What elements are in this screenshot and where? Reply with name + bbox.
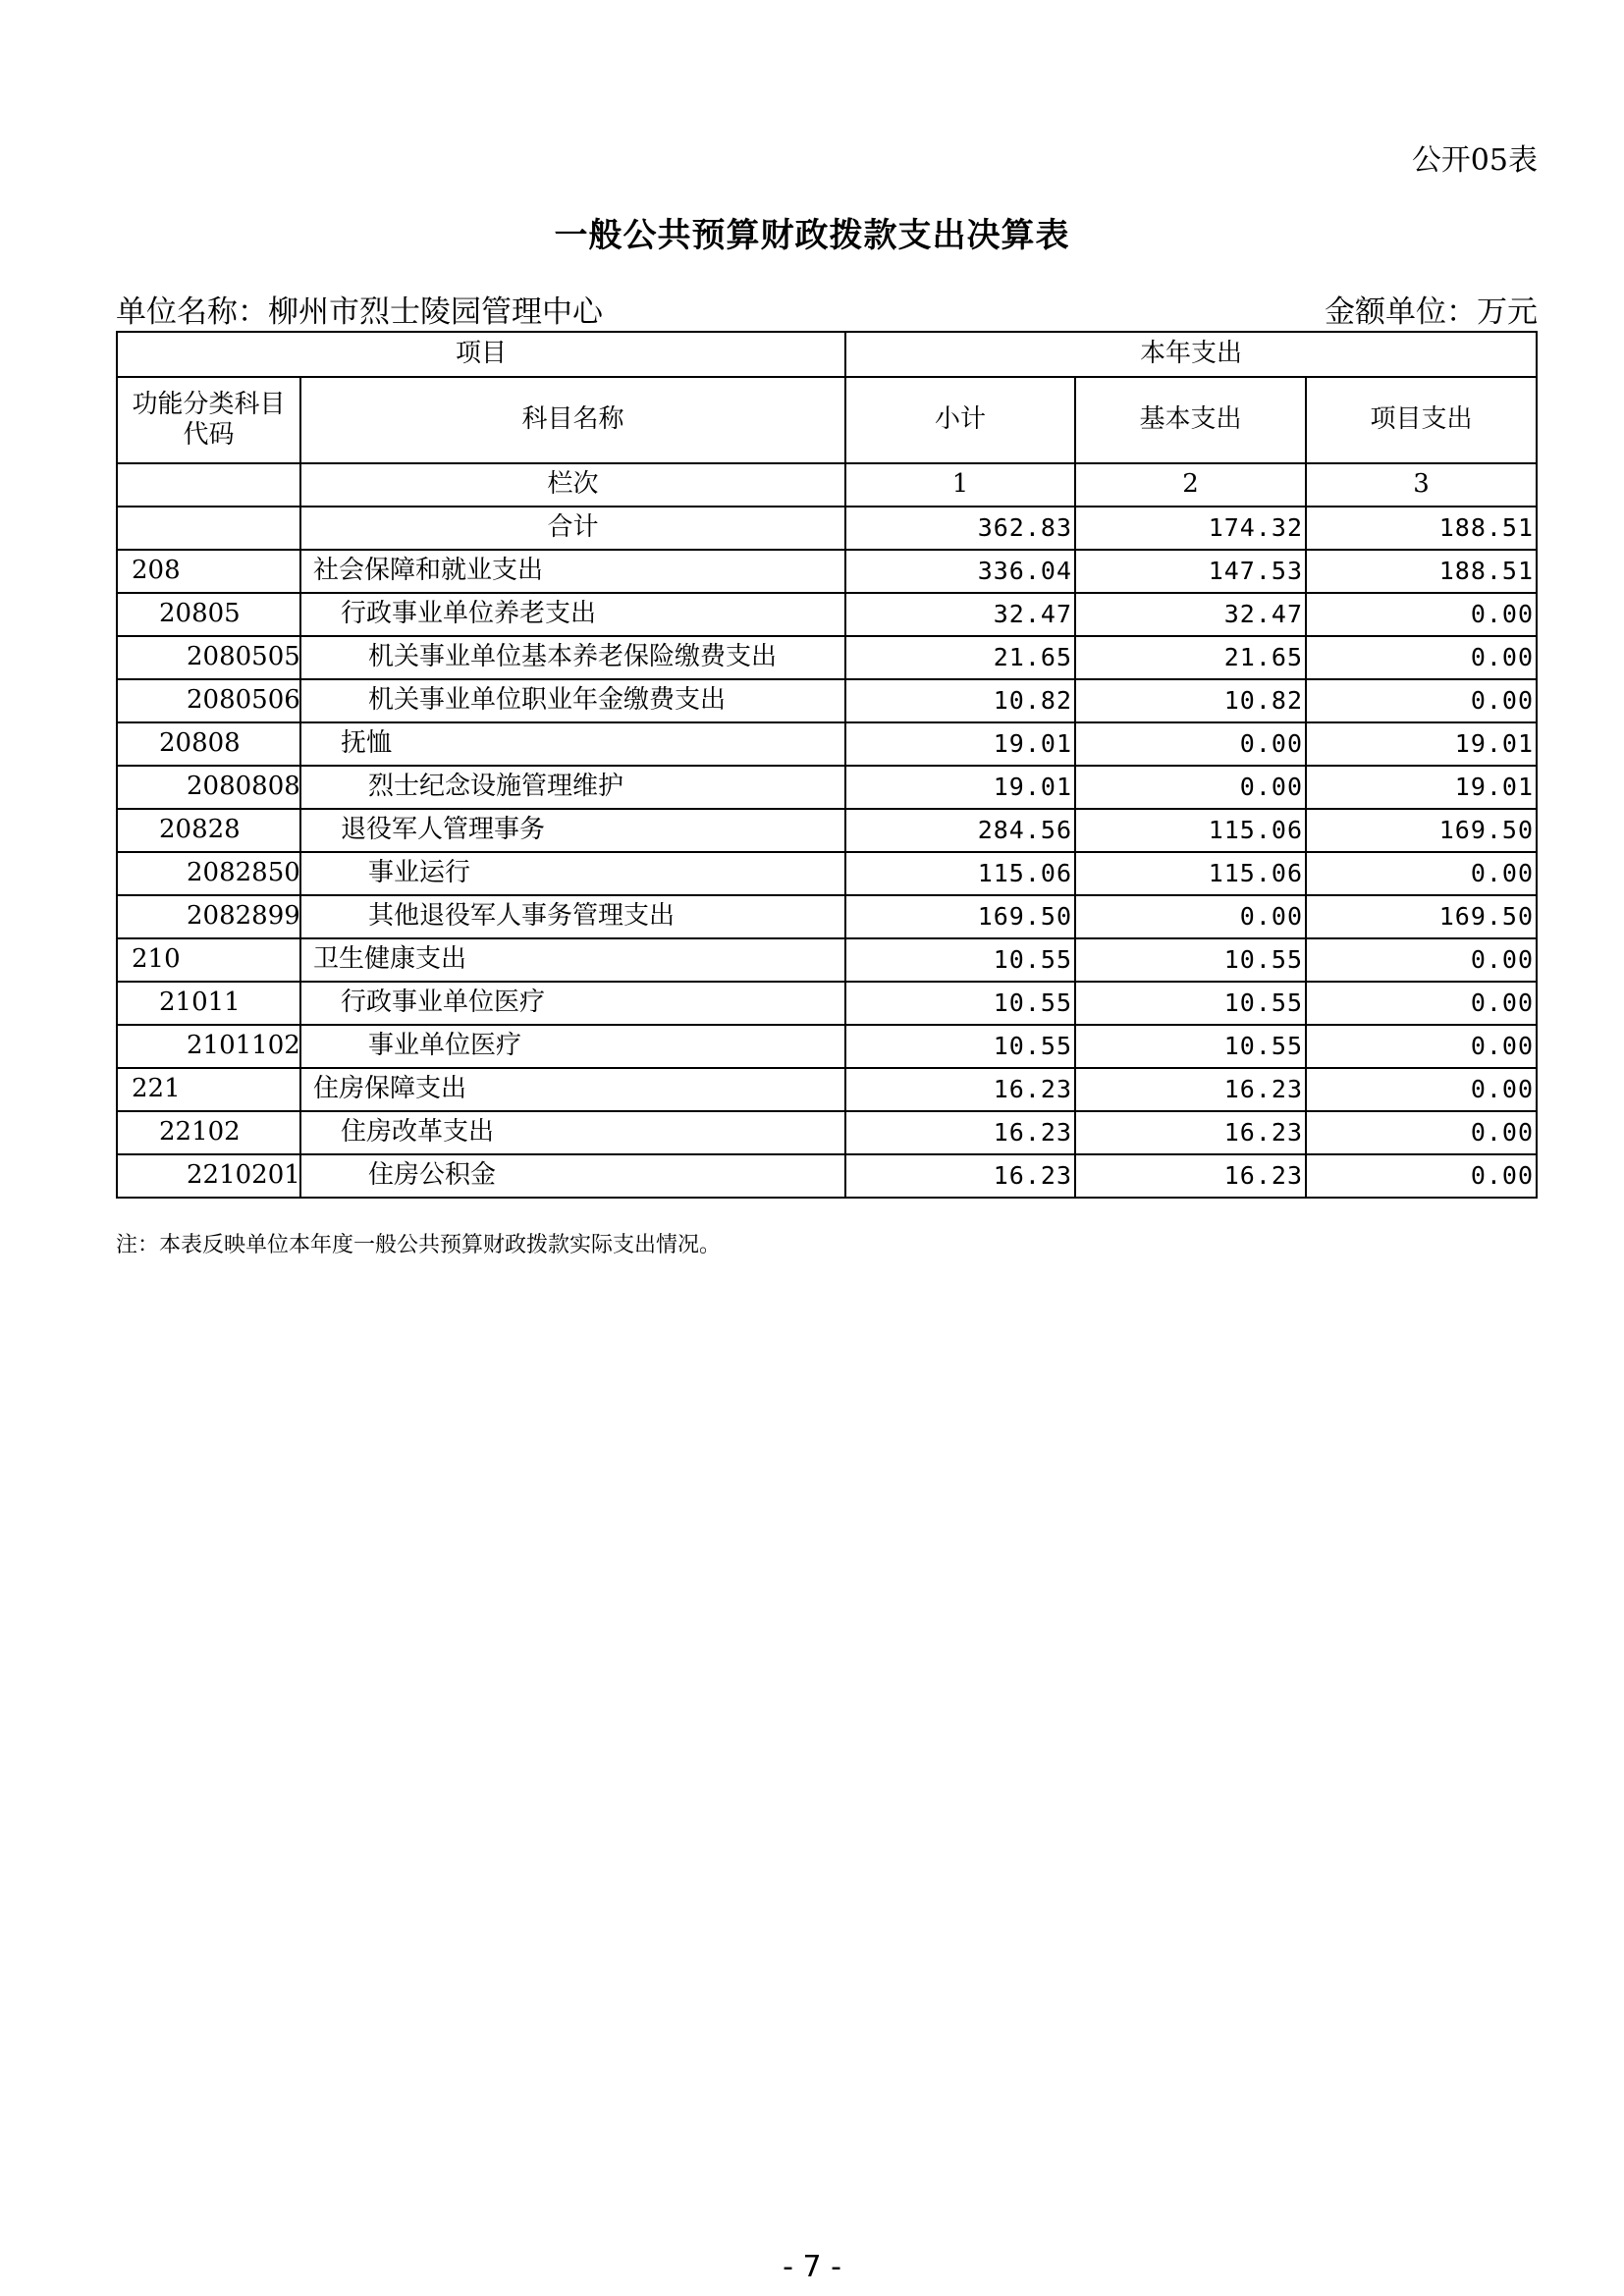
header-basic: 基本支出 — [1075, 377, 1306, 463]
table-row — [117, 1025, 1537, 1068]
row-project: 0.00 — [1306, 1154, 1537, 1198]
table-row — [117, 938, 1537, 982]
row-code: 2101102 — [117, 1025, 300, 1068]
row-basic: 21.65 — [1075, 636, 1306, 679]
row-code: 2080808 — [117, 766, 300, 809]
row-subtotal: 19.01 — [845, 766, 1075, 809]
page-number: - 7 - — [783, 2250, 841, 2284]
row-project: 19.01 — [1306, 722, 1537, 766]
row-subject-name: 机关事业单位职业年金缴费支出 — [300, 679, 845, 722]
row-subtotal: 336.04 — [845, 550, 1075, 593]
table-row — [117, 636, 1537, 679]
header-project: 项目支出 — [1306, 377, 1537, 463]
total-row — [117, 507, 1537, 550]
row-code: 208 — [117, 550, 300, 593]
table-row — [117, 1068, 1537, 1111]
row-subject-name: 行政事业单位养老支出 — [300, 593, 845, 636]
amount-unit: 金额单位：万元 — [1325, 294, 1538, 330]
row-project: 0.00 — [1306, 1068, 1537, 1111]
row-project: 169.50 — [1306, 895, 1537, 938]
header-subtotal: 小计 — [845, 377, 1075, 463]
row-subtotal: 16.23 — [845, 1068, 1075, 1111]
column-index-row — [117, 463, 1537, 507]
row-project: 188.51 — [1306, 550, 1537, 593]
row-basic: 32.47 — [1075, 593, 1306, 636]
total-basic: 174.32 — [1075, 507, 1306, 550]
table-row — [117, 809, 1537, 852]
row-basic: 0.00 — [1075, 895, 1306, 938]
table-row — [117, 852, 1537, 895]
row-subject-name: 卫生健康支出 — [300, 938, 845, 982]
row-code: 20828 — [117, 809, 300, 852]
row-subtotal: 284.56 — [845, 809, 1075, 852]
table-row — [117, 766, 1537, 809]
table-row — [117, 982, 1537, 1025]
row-code: 2210201 — [117, 1154, 300, 1198]
column-index-label: 栏次 — [300, 463, 845, 507]
row-basic: 0.00 — [1075, 722, 1306, 766]
row-basic: 10.82 — [1075, 679, 1306, 722]
row-subtotal: 16.23 — [845, 1154, 1075, 1198]
column-index-1: 1 — [845, 463, 1075, 507]
row-subtotal: 32.47 — [845, 593, 1075, 636]
row-subject-name: 其他退役军人事务管理支出 — [300, 895, 845, 938]
row-project: 169.50 — [1306, 809, 1537, 852]
table-row — [117, 1154, 1537, 1198]
total-blank — [117, 507, 300, 550]
row-subject-name: 行政事业单位医疗 — [300, 982, 845, 1025]
row-code: 221 — [117, 1068, 300, 1111]
table-row — [117, 679, 1537, 722]
row-project: 0.00 — [1306, 636, 1537, 679]
row-code: 20808 — [117, 722, 300, 766]
report-title: 一般公共预算财政拨款支出决算表 — [554, 216, 1070, 255]
column-index-3: 3 — [1306, 463, 1537, 507]
row-project: 0.00 — [1306, 852, 1537, 895]
table-row — [117, 593, 1537, 636]
row-subtotal: 115.06 — [845, 852, 1075, 895]
row-project: 0.00 — [1306, 1025, 1537, 1068]
total-project: 188.51 — [1306, 507, 1537, 550]
row-subject-name: 抚恤 — [300, 722, 845, 766]
row-project: 0.00 — [1306, 593, 1537, 636]
row-basic: 10.55 — [1075, 938, 1306, 982]
table-row — [117, 1111, 1537, 1154]
row-code: 2080506 — [117, 679, 300, 722]
row-subtotal: 16.23 — [845, 1111, 1075, 1154]
row-basic: 147.53 — [1075, 550, 1306, 593]
row-code: 210 — [117, 938, 300, 982]
row-code: 22102 — [117, 1111, 300, 1154]
row-basic: 0.00 — [1075, 766, 1306, 809]
row-subtotal: 21.65 — [845, 636, 1075, 679]
row-code: 2082850 — [117, 852, 300, 895]
header-func-code: 功能分类科目代码 — [117, 377, 300, 463]
header-current-year-expense: 本年支出 — [845, 332, 1537, 377]
row-subject-name: 住房改革支出 — [300, 1111, 845, 1154]
header-row-1 — [117, 332, 1537, 377]
row-subtotal: 169.50 — [845, 895, 1075, 938]
row-subject-name: 事业运行 — [300, 852, 845, 895]
row-subject-name: 社会保障和就业支出 — [300, 550, 845, 593]
header-row-2 — [117, 377, 1537, 463]
expense-table — [116, 331, 1538, 1199]
row-basic: 16.23 — [1075, 1111, 1306, 1154]
header-item: 项目 — [117, 332, 845, 377]
row-code: 21011 — [117, 982, 300, 1025]
row-basic: 115.06 — [1075, 852, 1306, 895]
row-subtotal: 10.55 — [845, 982, 1075, 1025]
total-label: 合计 — [300, 507, 845, 550]
table-row — [117, 550, 1537, 593]
row-project: 19.01 — [1306, 766, 1537, 809]
row-project: 0.00 — [1306, 1111, 1537, 1154]
row-project: 0.00 — [1306, 679, 1537, 722]
table-row — [117, 895, 1537, 938]
total-subtotal: 362.83 — [845, 507, 1075, 550]
row-subtotal: 10.55 — [845, 938, 1075, 982]
row-subject-name: 机关事业单位基本养老保险缴费支出 — [300, 636, 845, 679]
row-basic: 10.55 — [1075, 982, 1306, 1025]
table-row — [117, 722, 1537, 766]
unit-name: 单位名称：柳州市烈士陵园管理中心 — [116, 294, 603, 330]
row-subject-name: 烈士纪念设施管理维护 — [300, 766, 845, 809]
row-code: 2080505 — [117, 636, 300, 679]
row-subtotal: 10.55 — [845, 1025, 1075, 1068]
header-subject-name: 科目名称 — [300, 377, 845, 463]
row-basic: 115.06 — [1075, 809, 1306, 852]
row-project: 0.00 — [1306, 982, 1537, 1025]
row-subtotal: 19.01 — [845, 722, 1075, 766]
row-code: 2082899 — [117, 895, 300, 938]
form-number: 公开05表 — [1411, 143, 1538, 178]
row-subject-name: 事业单位医疗 — [300, 1025, 845, 1068]
row-basic: 10.55 — [1075, 1025, 1306, 1068]
row-code: 20805 — [117, 593, 300, 636]
row-project: 0.00 — [1306, 938, 1537, 982]
row-subtotal: 10.82 — [845, 679, 1075, 722]
row-basic: 16.23 — [1075, 1068, 1306, 1111]
row-subject-name: 住房保障支出 — [300, 1068, 845, 1111]
row-basic: 16.23 — [1075, 1154, 1306, 1198]
table-note: 注：本表反映单位本年度一般公共预算财政拨款实际支出情况。 — [116, 1233, 722, 1257]
column-index-2: 2 — [1075, 463, 1306, 507]
row-subject-name: 住房公积金 — [300, 1154, 845, 1198]
row-subject-name: 退役军人管理事务 — [300, 809, 845, 852]
column-index-blank — [117, 463, 300, 507]
